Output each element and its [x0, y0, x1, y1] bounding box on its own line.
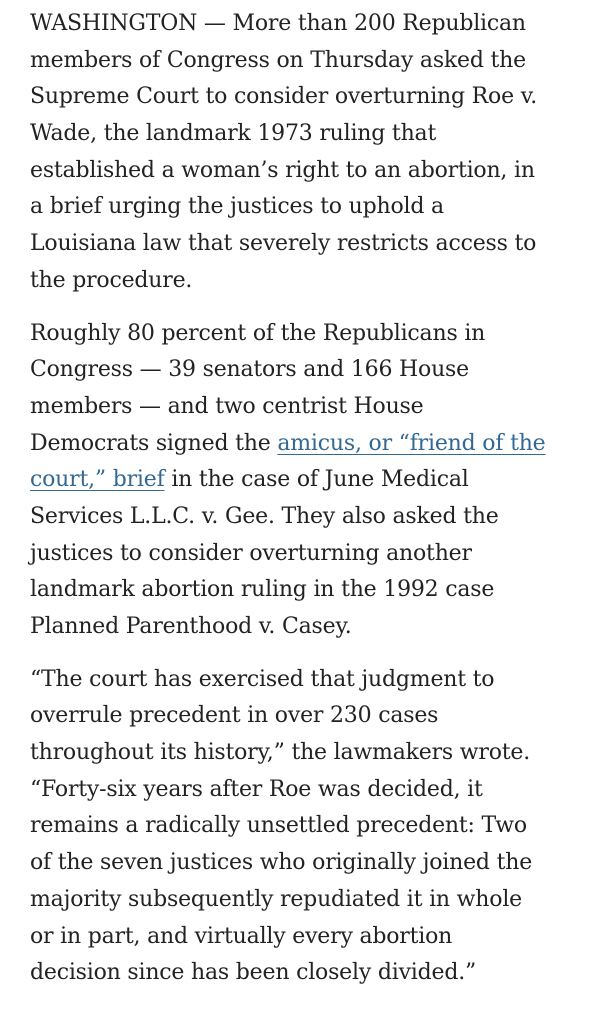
paragraph-line: “The court has exercised that judgment to	[30, 666, 495, 692]
paragraph-2	[30, 316, 596, 646]
paragraph-line: “Forty-six years after Roe was decided, it	[30, 776, 483, 802]
paragraph-line: throughout its history,” the lawmakers wrote.	[30, 740, 531, 766]
paragraph-line: Louisiana law that severely restricts access to	[30, 231, 537, 257]
paragraph-line: Services L.L.C. v. Gee. They also asked the	[30, 503, 499, 529]
paragraph-line: Congress — 39 senators and 166 House	[30, 357, 469, 383]
paragraph-1	[30, 6, 596, 300]
paragraph-line: or in part, and virtually every abortion	[30, 923, 453, 949]
paragraph-line: WASHINGTON — More than 200 Republican	[30, 11, 526, 36]
paragraph-line: majority subsequently repudiated it in whole	[30, 886, 522, 912]
link-line-suffix: in the case of June Medical	[164, 467, 469, 493]
paragraph-line: Supreme Court to consider overturning Roe v.	[30, 84, 538, 110]
paragraph-3	[30, 662, 596, 992]
paragraph-line: remains a radically unsettled precedent: Two	[30, 813, 527, 839]
paragraph-line: of the seven justices who originally joined the	[30, 850, 533, 876]
amicus-brief-link-continued[interactable]: court,” brief	[30, 467, 165, 493]
paragraph-line: landmark abortion ruling in the 1992 case	[30, 577, 495, 603]
paragraph-line: overrule precedent in over 230 cases	[30, 703, 439, 729]
paragraph-line: the procedure.	[30, 267, 193, 293]
paragraph-line: justices to consider overturning another	[30, 540, 472, 566]
paragraph-line: Wade, the landmark 1973 ruling that	[30, 121, 437, 147]
paragraph-line: Planned Parenthood v. Casey.	[30, 614, 352, 639]
paragraph-line: members of Congress on Thursday asked the	[30, 47, 526, 73]
paragraph-line: Roughly 80 percent of the Republicans in	[30, 320, 486, 346]
amicus-brief-link[interactable]: amicus, or “friend of the	[277, 430, 546, 456]
paragraph-line: members — and two centrist House	[30, 393, 424, 419]
paragraph-line	[30, 426, 596, 463]
paragraph-line: established a woman’s right to an abortion, in	[30, 157, 535, 183]
paragraph-line: a brief urging the justices to uphold a	[30, 194, 444, 220]
paragraph-line: decision since has been closely divided.”	[30, 960, 477, 986]
link-line-prefix: Democrats signed the	[30, 430, 278, 456]
paragraph-line	[30, 462, 596, 499]
article-body	[30, 6, 596, 992]
